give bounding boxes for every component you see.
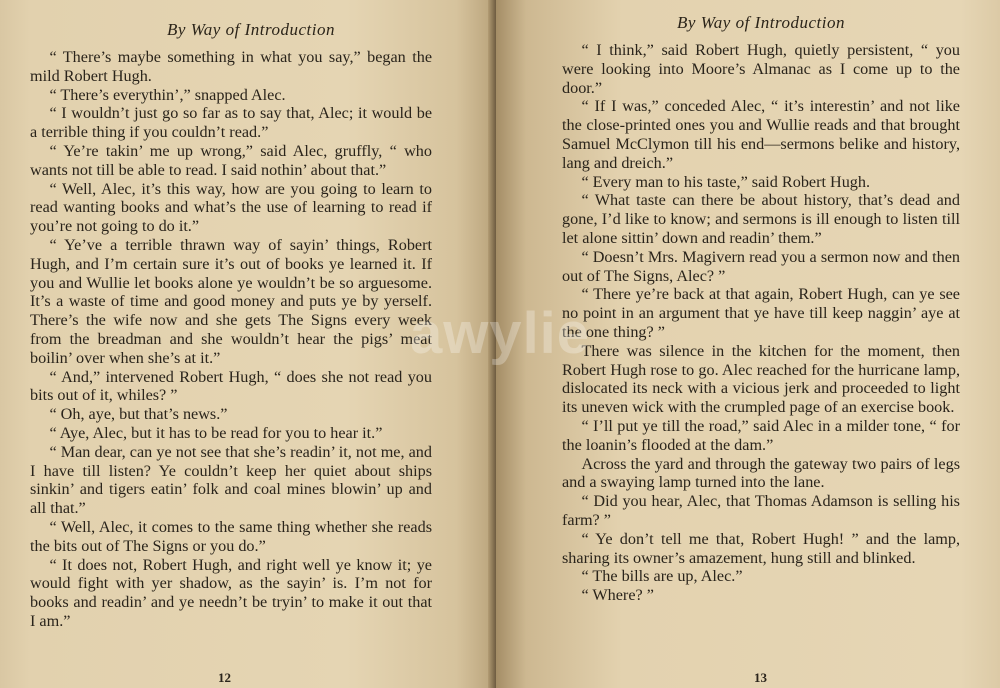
paragraph: “ Where? ” (581, 586, 654, 605)
paragraph: “ There’s everythin’,” snapped Alec. (49, 85, 286, 104)
paragraph: “ If I was,” conceded Alec, “ it’s interestin’ and not like the close-printed ones you and Wullie reads and that brought Samuel McClymon till his end—sermons belike and history, lang and dreich.” (562, 97, 960, 172)
left-page (0, 0, 496, 688)
paragraph: “ And,” intervened Robert Hugh, “ does she not read you bits out of it, whiles? ” (30, 367, 432, 405)
paragraph: “ Ye don’t tell me that, Robert Hugh! ” and the lamp, sharing its owner’s amazement, hung still and blinked. (562, 529, 960, 567)
paragraph: “ Man dear, can ye not see that she’s readin’ it, not me, and I have till listen? Ye couldn’t keep her quiet about ships sinkin’ and tigers eatin’ folk and coal mines blowin’ up and all that.” (30, 442, 432, 518)
running-head-right: By Way of Introduction (677, 13, 845, 32)
paragraph: “ The bills are up, Alec.” (581, 567, 743, 586)
paragraph: Across the yard and through the gateway two pairs of legs and a swaying lamp turned into the lane. (562, 454, 960, 492)
paragraph: “ I think,” said Robert Hugh, quietly persistent, “ you were looking into Moore’s Almanac as I come up to the door.” (562, 41, 960, 97)
paragraph: “ I wouldn’t just go so far as to say that, Alec; it would be a terrible thing if you couldn’t read.” (30, 104, 432, 142)
right-page (496, 0, 1000, 688)
running-head-left: By Way of Introduction (167, 20, 335, 39)
paragraph: “ Oh, aye, but that’s news.” (49, 405, 228, 424)
page-number-left: 12 (218, 670, 231, 685)
paragraph: “ There’s maybe something in what you say,” began the mild Robert Hugh. (30, 48, 432, 85)
paragraph: “ What taste can there be about history, that’s dead and gone, I’d like to know; and sermons is ill enough to listen till let alone sittin’ down and readin’ them.” (562, 191, 960, 247)
paragraph: “ Ye’ve a terrible thrawn way of sayin’ things, Robert Hugh, and I’m certain sure it’s out of books ye learned it. If you and Wullie let books alone ye wouldn’t be so arguesome. It’s a waste of time and good money and puts ye by yerself. There’s the wife now and she gets The Signs every week from the breadman and she wouldn’t hear the pigs’ meat boilin’ over when she’s at it.” (30, 235, 432, 367)
paragraph: “ I’ll put ye till the road,” said Alec in a milder tone, “ for the loanin’s flooded at the dam.” (562, 416, 960, 454)
paragraph: There was silence in the kitchen for the moment, then Robert Hugh rose to go. Alec reached for the hurricane lamp, dislocated its neck with a vicious jerk and proceeded to light its uneven wick with the crumpled page of an exercise book. (562, 341, 960, 417)
paragraph: “ Every man to his taste,” said Robert Hugh. (581, 172, 871, 191)
paragraph: “ Did you hear, Alec, that Thomas Adamson is selling his farm? ” (562, 492, 960, 529)
paragraph: “ Well, Alec, it comes to the same thing whether she reads the bits out of The Signs or you do.” (30, 517, 432, 555)
paragraph: “ Well, Alec, it’s this way, how are you going to learn to read wanting books and what’s the use of learning to read if you’re not going to do it.” (30, 179, 432, 236)
paragraph: “ Ye’re takin’ me up wrong,” said Alec, gruffly, “ who wants not till be able to read. I said nothin’ about that.” (30, 141, 432, 179)
paragraph: “ It does not, Robert Hugh, and right well ye know it; ye would fight with yer shadow, as the sayin’ is. I’m not for books and readin’ and ye needn’t be tryin’ to make it out that I am.” (30, 555, 432, 630)
right-page-text (562, 41, 960, 605)
watermark: awylie (409, 301, 591, 366)
paragraph: “ There ye’re back at that again, Robert Hugh, can ye see no point in an argument that ye have till keep naggin’ aye at the one thing? ” (562, 285, 960, 341)
paragraph: “ Doesn’t Mrs. Magivern read you a sermon now and then out of The Signs, Alec? ” (562, 247, 960, 285)
page-number-right: 13 (754, 670, 767, 685)
left-page-text (30, 48, 432, 631)
paragraph: “ Aye, Alec, but it has to be read for you to hear it.” (49, 423, 383, 442)
